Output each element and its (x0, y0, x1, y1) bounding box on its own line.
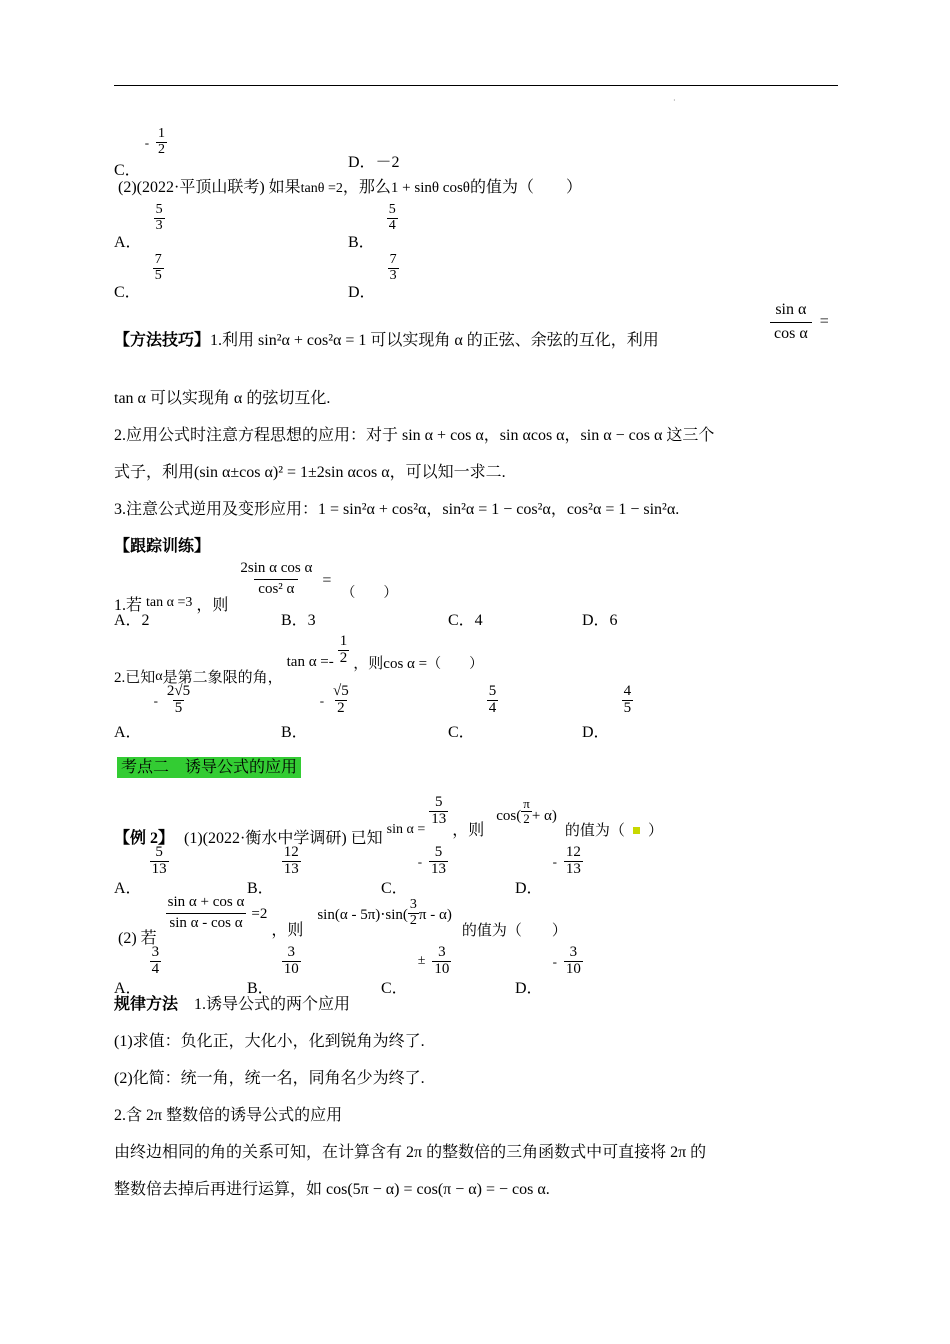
option-sign: - (144, 134, 150, 150)
follow-q1-stem: 1.若 tan α =3 ，则 $\frac{\text{2sin α cos α}}{\text{cos² α}}$ = （ ） (114, 560, 398, 614)
follow-q1-option-d: D．6 (582, 612, 618, 629)
rules-line-2: (2)化简：统一角，统一名，同角名少为终了. (114, 1070, 425, 1087)
section2-heading: 考点二 诱导公式的应用 (117, 760, 301, 776)
q2-option-a: A． $\frac{5}{3}$ (114, 202, 163, 251)
follow-title: 【跟踪训练】 (114, 538, 211, 555)
follow-q2-option-c: C． $\frac{5}{4}$ (448, 683, 497, 741)
header-rule (114, 85, 838, 86)
highlight-mark (633, 821, 640, 838)
follow-q2-stem: 2.已知α是第二象限的角， tan α =- $\frac{1}{2}$ ，则cos α =（ ） (114, 633, 484, 686)
follow-q2-option-a: A． - $\frac{2√5}{5}$ (114, 683, 191, 741)
q1-option-c (114, 126, 167, 179)
q2-option-b: B． $\frac{5}{4}$ (348, 202, 396, 251)
example2-p2-option-d: D． - $\frac{3}{10}$ (515, 944, 581, 997)
example2-p1-option-d: D． - $\frac{12}{13}$ (515, 844, 581, 897)
method-title: 【方法技巧】 (114, 332, 211, 349)
rules-line-4: 由终边相同的角的关系可知，在计算含有 2π 的整数倍的三角函数式中可直接将 2π 的 (114, 1144, 707, 1161)
follow-q2-option-d: D． $\frac{4}{5}$ (582, 683, 632, 741)
q2-option-d: D． $\frac{7}{3}$ (348, 252, 397, 301)
example2-p1-option-c: C． - $\frac{5}{13}$ (381, 844, 447, 897)
example2-p2-option-a: A． $\frac{3}{4}$ (114, 944, 160, 997)
q2-option-c: C． $\frac{7}{5}$ (114, 252, 162, 301)
option-fraction: $\frac{1}{2}$ (158, 126, 166, 157)
option-label: C． (114, 161, 141, 179)
method-p1a: 【方法技巧】1.利用 sin²α + cos²α = 1 可以实现角 α 的正弦、余弦的互化，利用 (114, 332, 659, 349)
follow-q1-option-c: C．4 (448, 612, 483, 629)
rules-line-1: (1)求值：负化正，大化小，化到锐角为终了. (114, 1033, 425, 1050)
method-p2a: 2.应用公式时注意方程思想的应用：对于 sin α + cos α，sin αcos α，sin α − cos α 这三个 (114, 427, 715, 444)
example2-p1-option-a: A． $\frac{5}{13}$ (114, 844, 167, 897)
rules-line-5: 整数倍去掉后再进行运算，如 cos(5π − α) = cos(π − α) = − cos α. (114, 1181, 550, 1198)
example2-p2-stem: (2) 若 $\frac{\text{sin α + cos α}}{\text{sin α - cos α}}$ =2 ，则 sin(α - 5π)⋅sin( $\frac{3}{2}$ π - α) 的值为（ ） (118, 894, 567, 947)
rules-heading: 规律方法 1.诱导公式的两个应用 (114, 996, 351, 1013)
follow-q2-option-b: B． - $\frac{√5}{2}$ (281, 683, 349, 741)
method-p3: 3.注意公式逆用及变形应用：1 = sin²α + cos²α，sin²α = 1 − cos²α，cos²α = 1 − sin²α. (114, 501, 680, 518)
follow-q1-option-a: A．2 (114, 612, 150, 629)
header-mark: · (673, 96, 676, 105)
follow-q1-option-b: B．3 (281, 612, 316, 629)
q2-expression: 1 + sinθ cosθ (390, 180, 470, 196)
method-p2b: 式子，利用(sin α±cos α)² = 1±2sin αcos α，可以知一求二. (114, 464, 506, 481)
example2-p1-stem: 【例 2】 (1)(2022·衡水中学调研) 已知 sin α = $\frac{5}{13}$ ，则 cos( $\frac{\pi}{2}$ + α) 的值为（ ） (114, 794, 663, 847)
q2-stem: (2)(2022·平顶山联考) 如果tanθ =2，那么1 + sinθ cosθ的值为（ ） (118, 179, 582, 196)
example2-p2-option-b: B． $\frac{3}{10}$ (247, 944, 299, 997)
q1-option-d: D．－2 (348, 154, 400, 171)
example2-label: 【例 2】 (114, 829, 175, 847)
rules-title: 规律方法 (114, 996, 179, 1013)
q2-condition: tanθ =2 (300, 181, 343, 196)
rules-line-3: 2.含 2π 整数倍的诱导公式的应用 (114, 1107, 343, 1124)
method-fraction: $\frac{\text{sin α}}{\text{cos α}}$ = (770, 302, 829, 343)
method-p1b: tan α 可以实现角 α 的弦切互化. (114, 390, 331, 407)
example2-p2-option-c: C． ± $\frac{3}{10}$ (381, 944, 450, 997)
example2-p1-option-b: B． $\frac{12}{13}$ (247, 844, 299, 897)
